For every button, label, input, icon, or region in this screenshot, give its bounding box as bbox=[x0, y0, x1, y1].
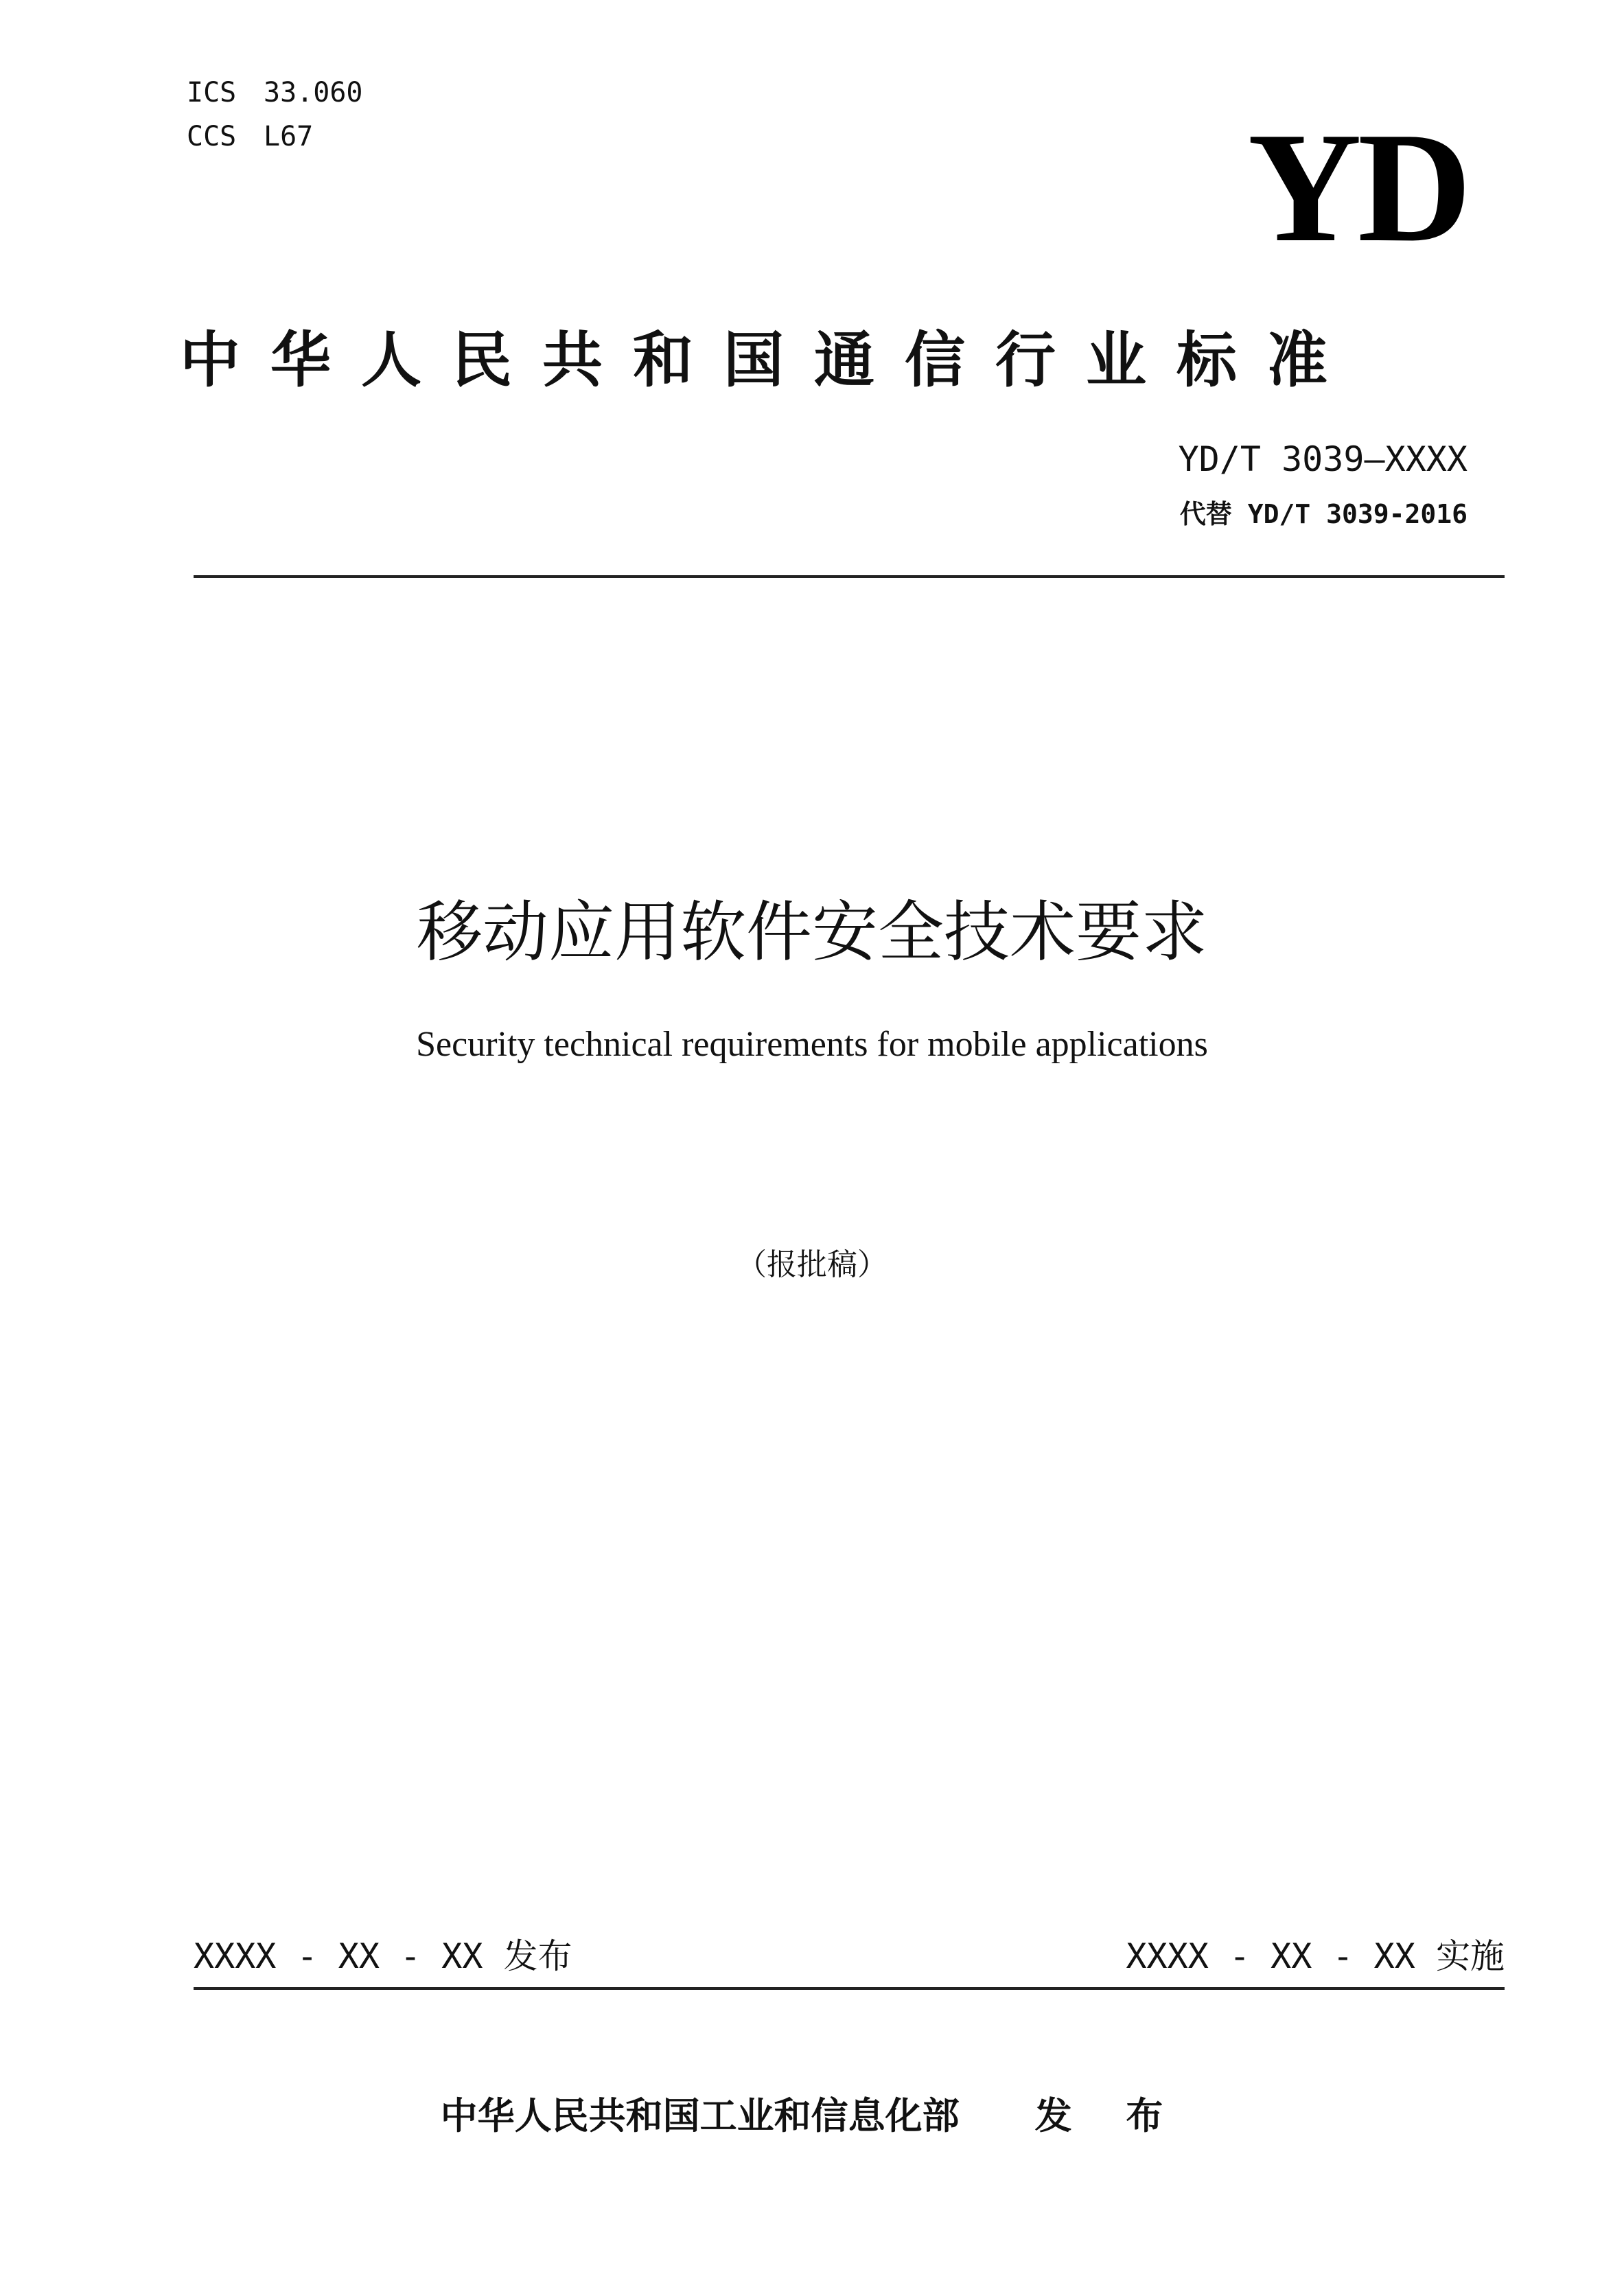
publisher-name: 中华人民共和国工业和信息化部 bbox=[440, 2094, 960, 2137]
document-title-cn: 移动应用软件安全技术要求 bbox=[417, 894, 1207, 971]
ics-line bbox=[187, 77, 363, 108]
publisher-line bbox=[0, 2087, 1624, 2140]
implementation-date: XXXX - XX - XX 实施 bbox=[1126, 1936, 1505, 1976]
top-divider bbox=[194, 575, 1505, 578]
standard-number: YD/T 3039—XXXX bbox=[1178, 439, 1468, 479]
ccs-code: L67 bbox=[264, 121, 314, 152]
ccs-label: CCS bbox=[187, 121, 237, 152]
yd-logo: YD bbox=[1247, 100, 1468, 275]
standard-class-heading: 中华人民共和国通信行业标准 bbox=[180, 325, 1358, 395]
ics-code: 33.060 bbox=[264, 77, 363, 108]
draft-status: （报批稿） bbox=[736, 1247, 888, 1282]
document-title-en: Security technical requirements for mobile applications bbox=[416, 1025, 1208, 1064]
bottom-divider bbox=[194, 1987, 1505, 1990]
publish-action: 发 布 bbox=[1034, 2094, 1184, 2137]
ics-label: ICS bbox=[187, 77, 237, 108]
issue-date: XXXX - XX - XX 发布 bbox=[194, 1936, 572, 1976]
replaces-standard: 代替 YD/T 3039-2016 bbox=[1179, 499, 1468, 529]
ccs-line bbox=[187, 121, 313, 152]
